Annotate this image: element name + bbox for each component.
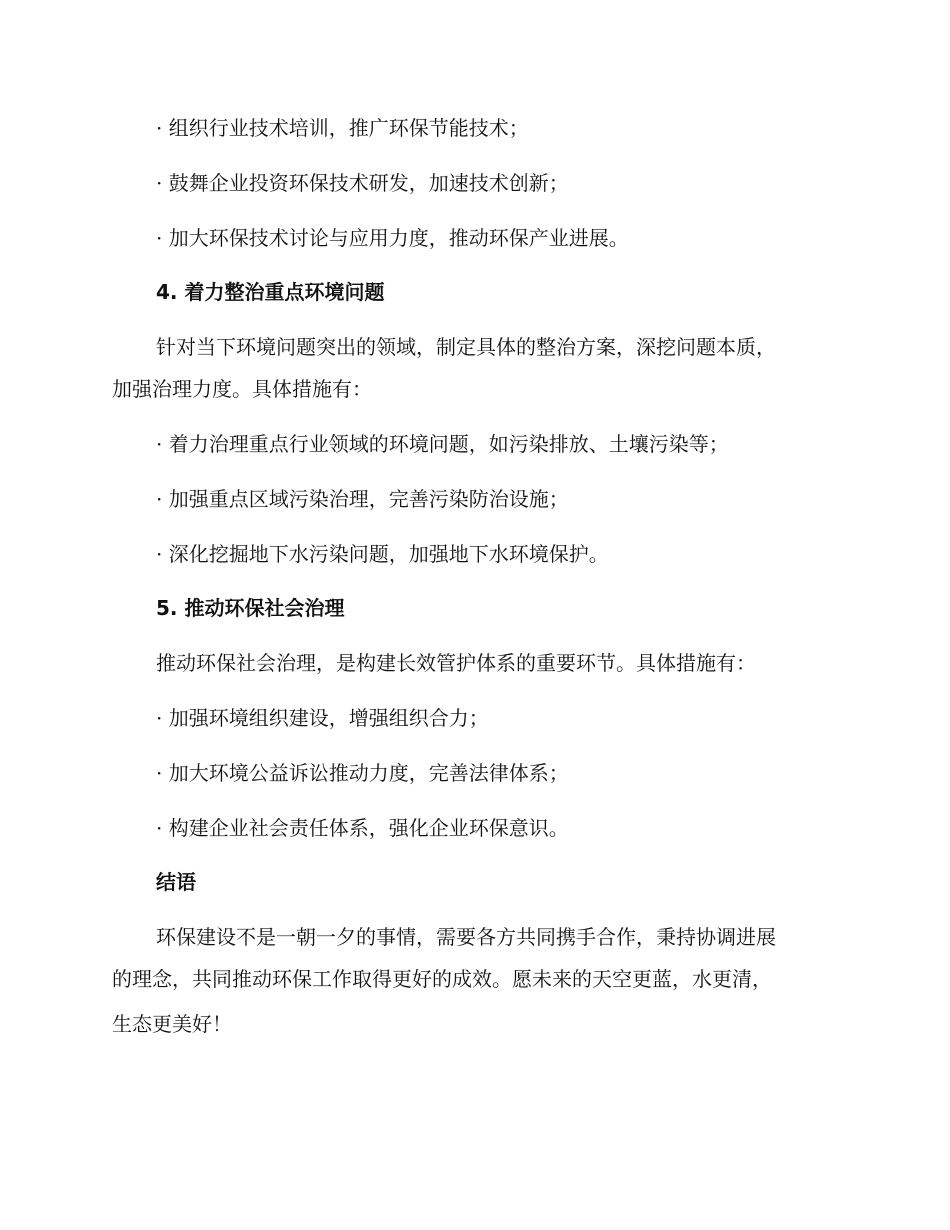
paragraph-line: 生态更美好！ <box>112 1012 232 1036</box>
list-item: · 加大环境公益诉讼推动力度，完善法律体系； <box>156 761 569 785</box>
list-item: · 加大环保技术讨论与应用力度，推动环保产业进展。 <box>156 226 629 250</box>
list-item: · 加强环境组织建设，增强组织合力； <box>156 706 489 730</box>
paragraph-line: 加强治理力度。具体措施有： <box>112 377 372 401</box>
paragraph-line: 环保建设不是一朝一夕的事情，需要各方共同携手合作，秉持协调进展 <box>156 925 776 949</box>
paragraph-line: 针对当下环境问题突出的领域，制定具体的整治方案，深挖问题本质， <box>156 335 776 359</box>
list-item: · 加强重点区域污染治理，完善污染防治设施； <box>156 487 569 511</box>
section-heading: 4. 着力整治重点环境问题 <box>156 280 385 304</box>
conclusion-heading: 结语 <box>156 870 196 894</box>
list-item: · 深化挖掘地下水污染问题，加强地下水环境保护。 <box>156 542 609 566</box>
list-item: · 鼓舞企业投资环保技术研发，加速技术创新； <box>156 171 569 195</box>
list-item: · 着力治理重点行业领域的环境问题，如污染排放、土壤污染等； <box>156 432 729 456</box>
section-heading: 5. 推动环保社会治理 <box>156 596 345 620</box>
list-item: · 组织行业技术培训，推广环保节能技术； <box>156 116 529 140</box>
paragraph-line: 推动环保社会治理，是构建长效管护体系的重要环节。具体措施有： <box>156 651 756 675</box>
paragraph-line: 的理念，共同推动环保工作取得更好的成效。愿未来的天空更蓝，水更清， <box>112 967 772 991</box>
list-item: · 构建企业社会责任体系，强化企业环保意识。 <box>156 816 569 840</box>
